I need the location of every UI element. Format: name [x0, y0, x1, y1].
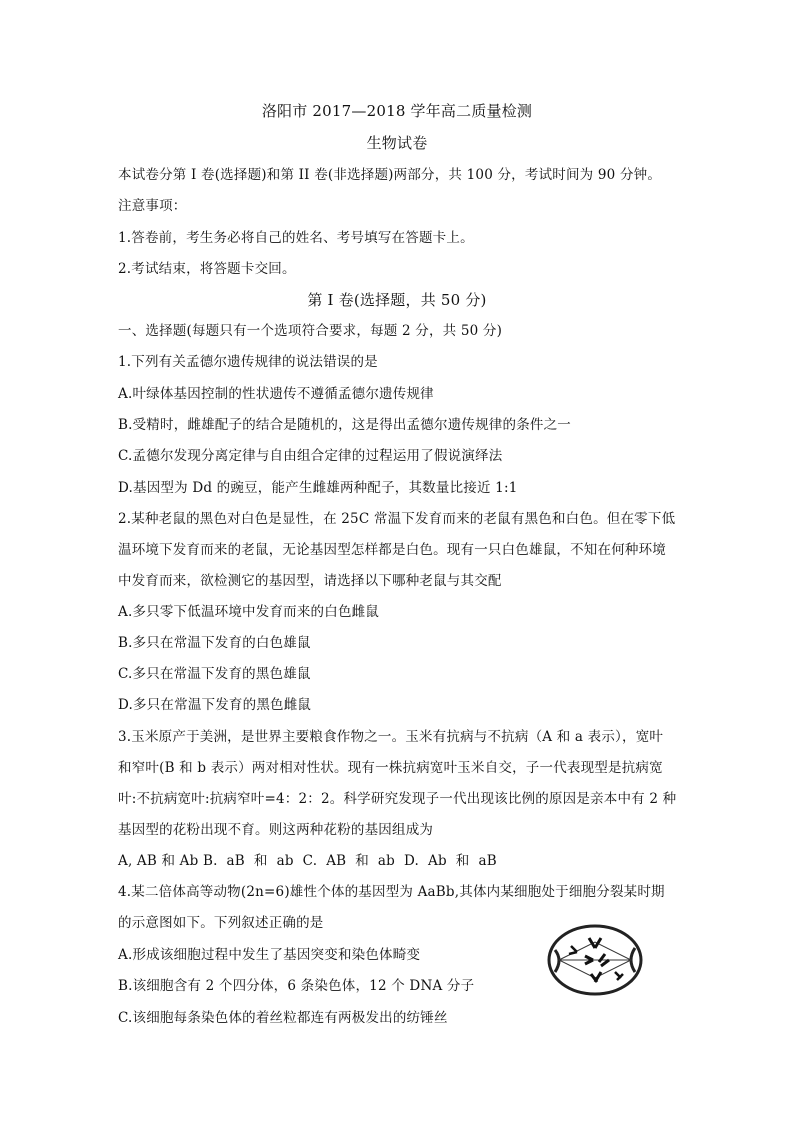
q2-stem-line: 2.某种老鼠的黑色对白色是显性，在 25C 常温下发育而来的老鼠有黑色和白色。但在零下低: [118, 511, 676, 527]
exam-description: 本试卷分第 I 卷(选择题)和第 II 卷(非选择题)两部分，共 100 分，考试时间为 90 分钟。: [118, 167, 662, 183]
cell-division-diagram: [545, 920, 645, 1000]
q3-stem-line: 3.玉米原产于美洲，是世界主要粮食作物之一。玉米有抗病与不抗病（A 和 a 表示），宽叶: [118, 729, 664, 745]
q1-option-d: D.基因型为 Dd 的豌豆，能产生雌雄两种配子，其数量比接近 1:1: [118, 480, 518, 496]
q3-options: A, AB 和 Ab B. aB 和 ab C. AB 和 ab D. Ab 和 aB: [118, 853, 497, 869]
exam-subtitle: 生物试卷: [366, 134, 428, 152]
q2-stem-line: 中发育而来，欲检测它的基因型，请选择以下哪种老鼠与其交配: [118, 573, 502, 589]
q4-option-a: A.形成该细胞过程中发生了基因突变和染色体畸变: [118, 947, 421, 963]
exam-title: 洛阳市 2017—2018 学年高二质量检测: [261, 102, 533, 120]
chromosome: [569, 946, 577, 954]
q4-stem-line: 4.某二倍体高等动物(2n=6)雄性个体的基因型为 AaBb,其体内某细胞处于细胞分裂某时期: [118, 884, 665, 900]
chromosome: [615, 972, 623, 980]
q3-stem-line: 基因型的花粉出现不育。则这两种花粉的基因组成为: [118, 822, 434, 838]
q1-option-c: C.孟德尔发现分离定律与自由组合定律的过程运用了假说演绎法: [118, 448, 503, 464]
q4-option-b: B.该细胞含有 2 个四分体，6 条染色体，12 个 DNA 分子: [118, 978, 475, 994]
spindle-pole-left: [555, 950, 559, 972]
q1-option-b: B.受精时，雌雄配子的结合是随机的，这是得出孟德尔遗传规律的条件之一: [118, 417, 572, 433]
q2-option-a: A.多只零下低温环境中发育而来的白色雌鼠: [118, 604, 380, 620]
chromosome: [589, 938, 601, 948]
q2-option-b: B.多只在常温下发育的白色雄鼠: [118, 635, 311, 651]
q3-stem-line: 和窄叶(B 和 b 表示）两对相对性状。现有一株抗病宽叶玉米自交，子一代表现型是抗病宽: [118, 760, 663, 776]
q2-option-c: C.多只在常温下发育的黑色雄鼠: [118, 666, 311, 682]
note-item: 2.考试结束，将答题卡交回。: [118, 261, 296, 277]
q2-stem-line: 温环境下发育而来的老鼠，无论基因型怎样都是白色。现有一只白色雄鼠，不知在何种环境: [118, 542, 666, 558]
q4-option-c: C.该细胞每条染色体的着丝粒都连有两极发出的纺锤丝: [118, 1010, 448, 1026]
part1-heading: 第 I 卷(选择题，共 50 分): [307, 291, 487, 309]
note-item: 1.答卷前，考生务必将自己的姓名、考号填写在答题卡上。: [118, 230, 474, 246]
notes-heading: 注意事项：: [118, 198, 187, 214]
section-heading: 一、选择题(每题只有一个选项符合要求，每题 2 分，共 50 分): [118, 323, 503, 339]
q2-option-d: D.多只在常温下发育的黑色雌鼠: [118, 697, 312, 713]
q1-stem: 1.下列有关孟德尔遗传规律的说法错误的是: [118, 354, 378, 370]
q4-stem-line: 的示意图如下。下列叙述正确的是: [118, 915, 324, 931]
q1-option-a: A.叶绿体基因控制的性状遗传不遵循孟德尔遗传规律: [118, 386, 434, 402]
q3-stem-line: 叶:不抗病宽叶:抗病窄叶=4：2：2。科学研究发现子一代出现该比例的原因是亲本中有 2 种: [118, 791, 677, 807]
